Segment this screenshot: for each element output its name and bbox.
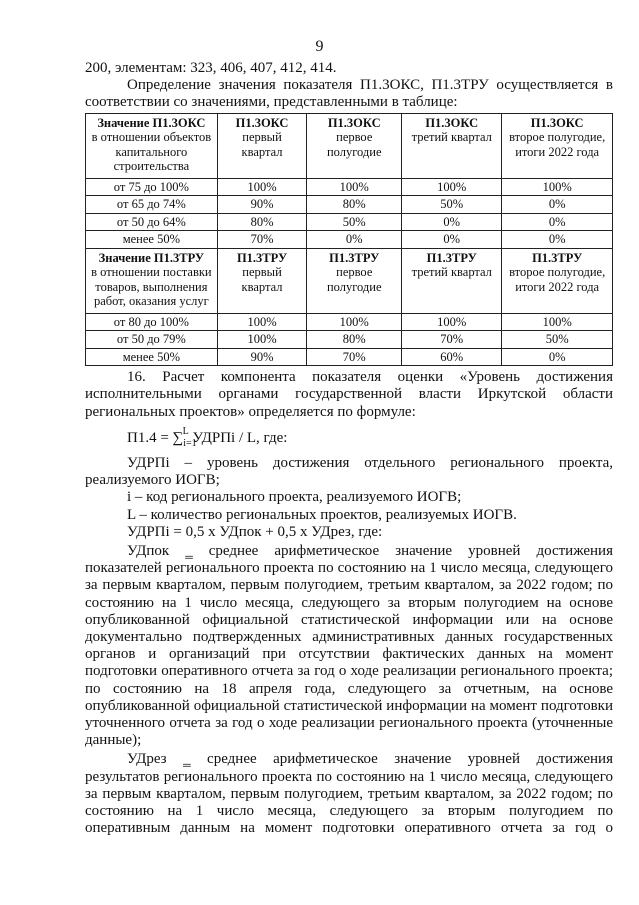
header-title: П1.3ОКС	[327, 115, 381, 130]
header-title: П1.3ТРУ	[532, 250, 583, 265]
header-title: П1.3ТРУ	[236, 250, 288, 265]
table-cell: 100%	[307, 313, 402, 331]
header-title: П1.3ОКС	[425, 115, 479, 130]
formula-lhs: П1.4 =	[127, 429, 169, 446]
header-cell	[502, 248, 613, 313]
table-cell: от 50 до 79%	[86, 331, 218, 349]
table-cell: 70%	[402, 331, 502, 349]
table-cell: 70%	[217, 231, 307, 249]
header-subtitle: первый квартал	[241, 130, 283, 159]
header-title: П1.3ОКС	[530, 115, 584, 130]
header-cell	[402, 248, 502, 313]
sum-symbol: ∑	[172, 429, 184, 446]
table-cell: менее 50%	[86, 231, 218, 249]
table-cell: 0%	[402, 213, 502, 231]
header-cell	[217, 113, 307, 178]
header-cell	[502, 113, 613, 178]
sum-lower: i=1	[183, 437, 197, 449]
document-body	[85, 60, 613, 837]
page-number: 9	[315, 38, 324, 55]
table-cell: 0%	[402, 231, 502, 249]
header-title: П1.3ТРУ	[426, 250, 477, 265]
def-udrp: УДРПi – уровень достижения отдельного регионального проекта, реализуемого ИОГВ;	[85, 454, 613, 489]
header-cell	[402, 113, 502, 178]
table-row	[86, 331, 613, 349]
table-cell: 80%	[307, 196, 402, 214]
table-cell: 100%	[402, 178, 502, 196]
table-cell: 0%	[502, 348, 613, 366]
formula-rhs: УДРПi / L, где:	[192, 429, 288, 446]
header-title: Значение П1.3ТРУ	[98, 250, 205, 265]
header-cell	[307, 248, 402, 313]
table-cell: 0%	[502, 213, 613, 231]
table-cell: 60%	[402, 348, 502, 366]
header-cell	[86, 248, 218, 313]
table-cell: 50%	[502, 331, 613, 349]
table-cell: от 80 до 100%	[86, 313, 218, 331]
table-cell: 100%	[502, 313, 613, 331]
table-cell: 100%	[307, 178, 402, 196]
para-item-16: 16. Расчет компонента показателя оценки «Уровень достижения исполнительными органами государственной власти Иркутской области региональных проектов» определяется по формуле:	[85, 369, 613, 420]
header-subtitle: третий квартал	[411, 265, 492, 280]
table-cell: 0%	[307, 231, 402, 249]
table-cell: от 75 до 100%	[86, 178, 218, 196]
header-title: П1.3ТРУ	[329, 250, 380, 265]
table-cell: 90%	[217, 348, 307, 366]
table-row	[86, 231, 613, 249]
table-cell: 100%	[217, 331, 307, 349]
para-udpok: УДпок ‗ среднее арифметическое значение уровней достижения показателей регионального проекта по состоянию на 1 число месяца, следующего за первым кварталом, первым полугодием, третьим кварталом, за 2022 годом; по состоянию на 1 число месяца, следующего за вторым полугодием на основе опубликованной официальной статистической информации или на основе документально подтвержденных административных данных государственных органов и организаций при отсутствии фактических данных на момент подготовки оперативного отчета за год о ходе реализации регионального проекта; по состоянию на 18 апреля года, следующего за отчетным, на основе опубликованной официальной статистической информации на момент подготовки уточненного отчета за год о ходе реализации регионального проекта (уточненные данные);	[85, 542, 613, 749]
header-subtitle: второе полугодие, итоги 2022 года	[509, 265, 606, 294]
table-cell: 80%	[217, 213, 307, 231]
header-subtitle: первый квартал	[241, 265, 283, 294]
header-subtitle: первое полугодие	[326, 130, 382, 159]
table-row	[86, 178, 613, 196]
table-cell: 100%	[217, 313, 307, 331]
header-cell	[86, 113, 218, 178]
table-header-row	[86, 248, 613, 313]
sum-upper: L	[182, 425, 189, 437]
header-subtitle: первое полугодие	[326, 265, 382, 294]
table-cell: 0%	[502, 196, 613, 214]
table-cell: менее 50%	[86, 348, 218, 366]
header-title: Значение П1.3ОКС	[97, 115, 206, 130]
def-i: i – код регионального проекта, реализуемого ИОГВ;	[127, 489, 462, 506]
table-cell: 100%	[502, 178, 613, 196]
para-intro-1: Определение значения показателя П1.3ОКС, П1.3ТРУ осуществляется в	[127, 77, 613, 94]
table-row	[86, 196, 613, 214]
table-cell: 0%	[502, 231, 613, 249]
header-title: П1.3ОКС	[235, 115, 289, 130]
table-row	[86, 348, 613, 366]
header-cell	[307, 113, 402, 178]
header-subtitle: второе полугодие, итоги 2022 года	[509, 130, 606, 159]
header-cell	[217, 248, 307, 313]
table-row	[86, 213, 613, 231]
table-cell: 80%	[307, 331, 402, 349]
header-subtitle: в отношении объектов капитального строительства	[91, 130, 212, 174]
table-row	[86, 313, 613, 331]
table-cell: от 65 до 74%	[86, 196, 218, 214]
table-cell: 100%	[217, 178, 307, 196]
table-header-row	[86, 113, 613, 178]
def-l: L – количество региональных проектов, реализуемых ИОГВ.	[127, 506, 517, 523]
para-udrez: УДрез ‗ среднее арифметическое значение уровней достижения результатов регионального проекта по состоянию на 1 число месяца, следующего за первым кварталом, первым полугодием, третьим кварталом, за 2022 годом; по состоянию на 1 число месяца, следующего за вторым полугодием по оперативным данным на момент подготовки оперативного отчета за год о	[85, 751, 613, 837]
table-cell: от 50 до 64%	[86, 213, 218, 231]
table-cell: 50%	[402, 196, 502, 214]
table-cell: 90%	[217, 196, 307, 214]
table-cell: 100%	[402, 313, 502, 331]
para-intro-2: соответствии со значениями, представленными в таблице:	[85, 94, 458, 111]
formula-udrp: УДРПi = 0,5 х УДпок + 0,5 х УДрез, где:	[127, 523, 383, 540]
header-subtitle: третий квартал	[411, 130, 492, 145]
table-cell: 50%	[307, 213, 402, 231]
formula-p14	[85, 423, 613, 452]
header-subtitle: в отношении поставки товаров, выполнения работ, оказания услуг	[91, 265, 212, 309]
para-continuation: 200, элементам: 323, 406, 407, 412, 414.	[85, 60, 337, 76]
criteria-table	[85, 113, 613, 367]
table-cell: 70%	[307, 348, 402, 366]
